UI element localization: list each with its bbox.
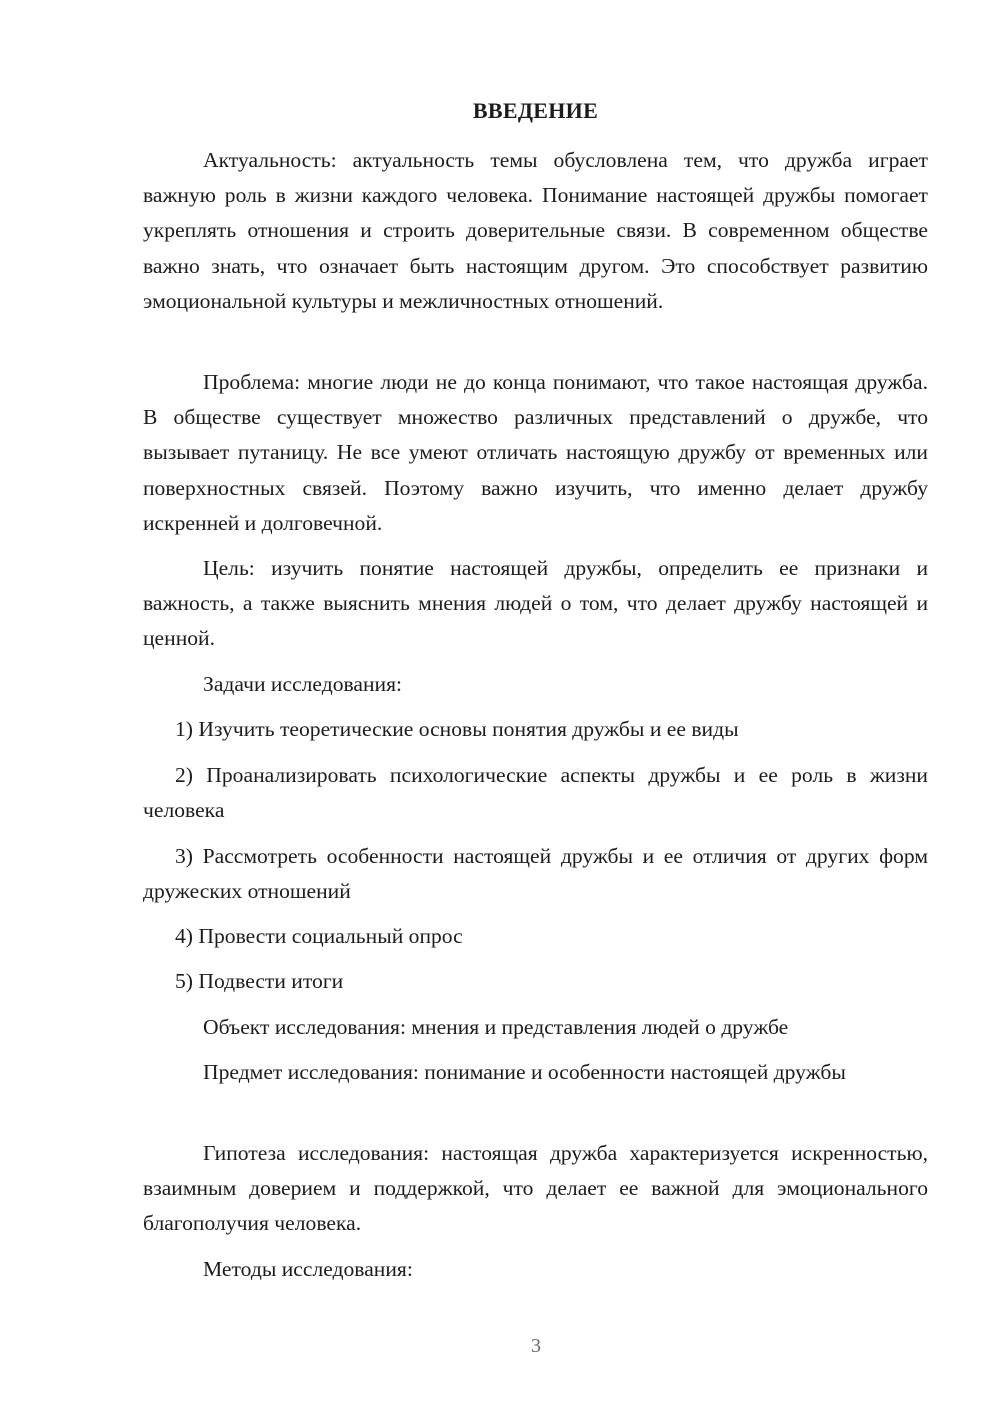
task-item-5: 5) Подвести итоги	[175, 969, 344, 993]
task-item-1: 1) Изучить теоретические основы понятия дружбы и ее виды	[175, 717, 739, 741]
paragraph-relevance: Актуальность: актуальность темы обусловлена тем, что дружба играет важную роль в жизни каждого человека. Понимание настоящей дружбы помогает укреплять отношения и строить доверительные связи. В современном обществе важно знать, что означает быть настоящим другом. Это способствует развитию эмоциональной культуры и межличностных отношений.	[143, 148, 928, 313]
paragraph-subject: Предмет исследования: понимание и особенности настоящей дружбы	[203, 1060, 846, 1084]
task-item-3: 3) Рассмотреть особенности настоящей дружбы и ее отличия от других форм дружеских отношений	[143, 844, 928, 904]
paragraph-tasks-heading: Задачи исследования:	[203, 672, 403, 696]
paragraph-hypothesis: Гипотеза исследования: настоящая дружба характеризуется искренностью, взаимным доверием и поддержкой, что делает ее важной для эмоционального благополучия человека.	[143, 1141, 928, 1236]
paragraph-methods: Методы исследования:	[203, 1257, 413, 1281]
task-item-4: 4) Провести социальный опрос	[175, 924, 463, 948]
paragraph-goal: Цель: изучить понятие настоящей дружбы, определить ее признаки и важность, а также выяснить мнения людей о том, что делает дружбу настоящей и ценной.	[143, 556, 928, 651]
paragraph-problem: Проблема: многие люди не до конца понимают, что такое настоящая дружба. В обществе существует множество различных представлений о дружбе, что вызывает путаницу. Не все умеют отличать настоящую дружбу от временных или поверхностных связей. Поэтому важно изучить, что именно делает дружбу искренней и долговечной.	[143, 370, 928, 535]
task-item-2: 2) Проанализировать психологические аспекты дружбы и ее роль в жизни человека	[143, 763, 928, 823]
page-number: 3	[531, 1335, 541, 1357]
section-title: ВВЕДЕНИЕ	[472, 98, 599, 123]
paragraph-object: Объект исследования: мнения и представления людей о дружбе	[203, 1015, 789, 1039]
